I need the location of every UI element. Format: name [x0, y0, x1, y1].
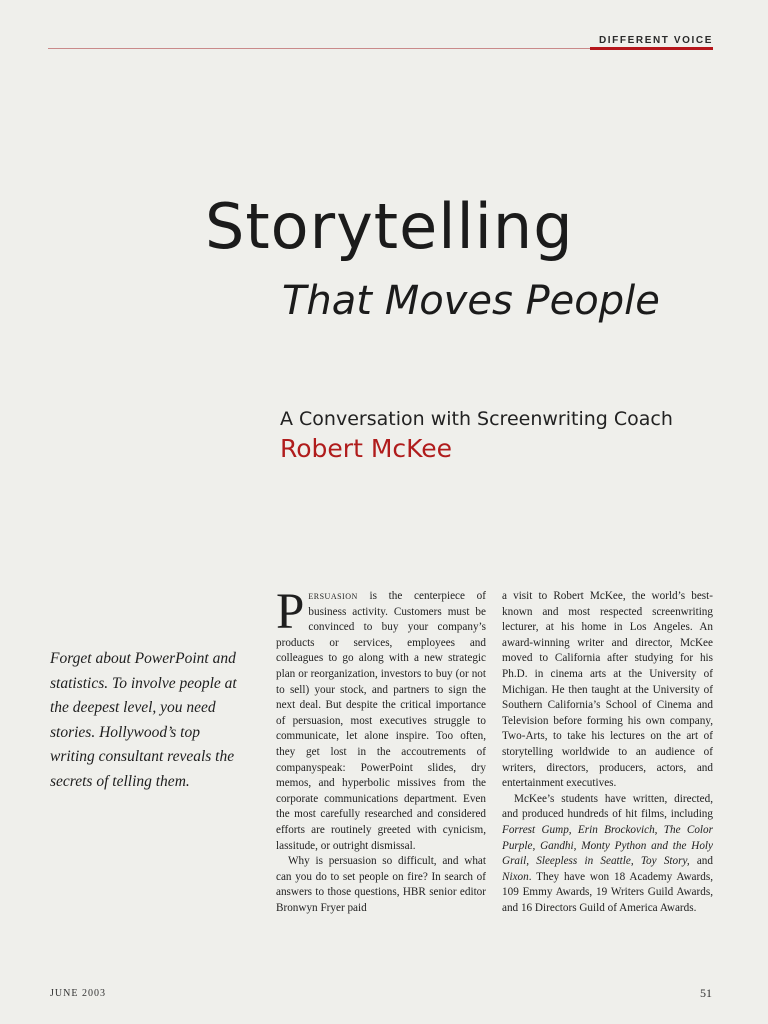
- lead-in: ersuasion: [308, 590, 358, 602]
- dropcap: P: [276, 584, 305, 640]
- article-subtitle: That Moves People: [282, 278, 660, 324]
- body-paragraph-4: [502, 792, 713, 917]
- header-accent-rule: [590, 47, 713, 50]
- body-column-1: [276, 584, 486, 916]
- body-paragraph-2: Why is persuasion so difficult, and what can you do to set people on fire? In search of answers to those questions, HBR senior editor Bronwyn Fryer paid: [276, 855, 486, 914]
- byline-name: Robert McKee: [280, 434, 453, 463]
- film-titles: Forrest Gump, Erin Brockovich, The Color Purple, Gandhi, Monty Python and the Holy Grail, Sleepless in Seattle, Toy Story,: [502, 823, 713, 868]
- body-paragraph-3: a visit to Robert McKee, the world’s best-known and most respected screenwriting lecturer, at his home in Los Angeles. An award-winning writer and director, McKee moved to California after studying for his Ph.D. in cinema arts at the University of Michigan. He then taught at the University of Southern California’s School of Cinema and Television before forming his own company, Two-Arts, to take his lectures on the art of storytelling worldwide to an audience of writers, directors, producers, actors, and entertainment executives.: [502, 590, 713, 790]
- film-title-nixon: Nixon: [502, 870, 529, 883]
- byline-conversation: A Conversation with Screenwriting Coach: [280, 408, 673, 430]
- body-column-2: [502, 589, 713, 916]
- section-label: DIFFERENT VOICE: [598, 35, 713, 46]
- paragraph-1-text: is the centerpiece of business activity. Customers must be convinced to buy your company’s products or services, employees and colleagues to go along with a new strategic plan or reorganization, investors to buy (or not to sell) your stock, and partners to sign the next deal. But despite the critical importance of persuasion, most executives struggle to communicate, let alone inspire. Too often, they get lost in the accoutrements of companyspeak: PowerPoint slides, dry memos, and hyperbolic missives from the corporate communications department. Even the most carefully researched and considered efforts are routinely greeted with cynicism, lassitude, or outright dismissal.: [276, 590, 486, 852]
- paragraph-4-start: McKee’s students have written, directed, and produced hundreds of hit films, including: [502, 792, 713, 821]
- article-title: Storytelling: [205, 190, 574, 263]
- deck-summary: Forget about PowerPoint and statistics. To involve people at the deepest level, you need stories. Hollywood’s top writing consultant reveals the secrets of telling them.: [50, 650, 237, 790]
- issue-date: JUNE 2003: [50, 988, 106, 999]
- body-paragraph-1: [276, 584, 486, 854]
- paragraph-4-and: and: [689, 855, 713, 868]
- page-number: 51: [700, 986, 712, 1000]
- paragraph-4-end: . They have won 18 Academy Awards, 109 Emmy Awards, 19 Writers Guild Awards, and 16 Directors Guild of America Awards.: [502, 870, 713, 914]
